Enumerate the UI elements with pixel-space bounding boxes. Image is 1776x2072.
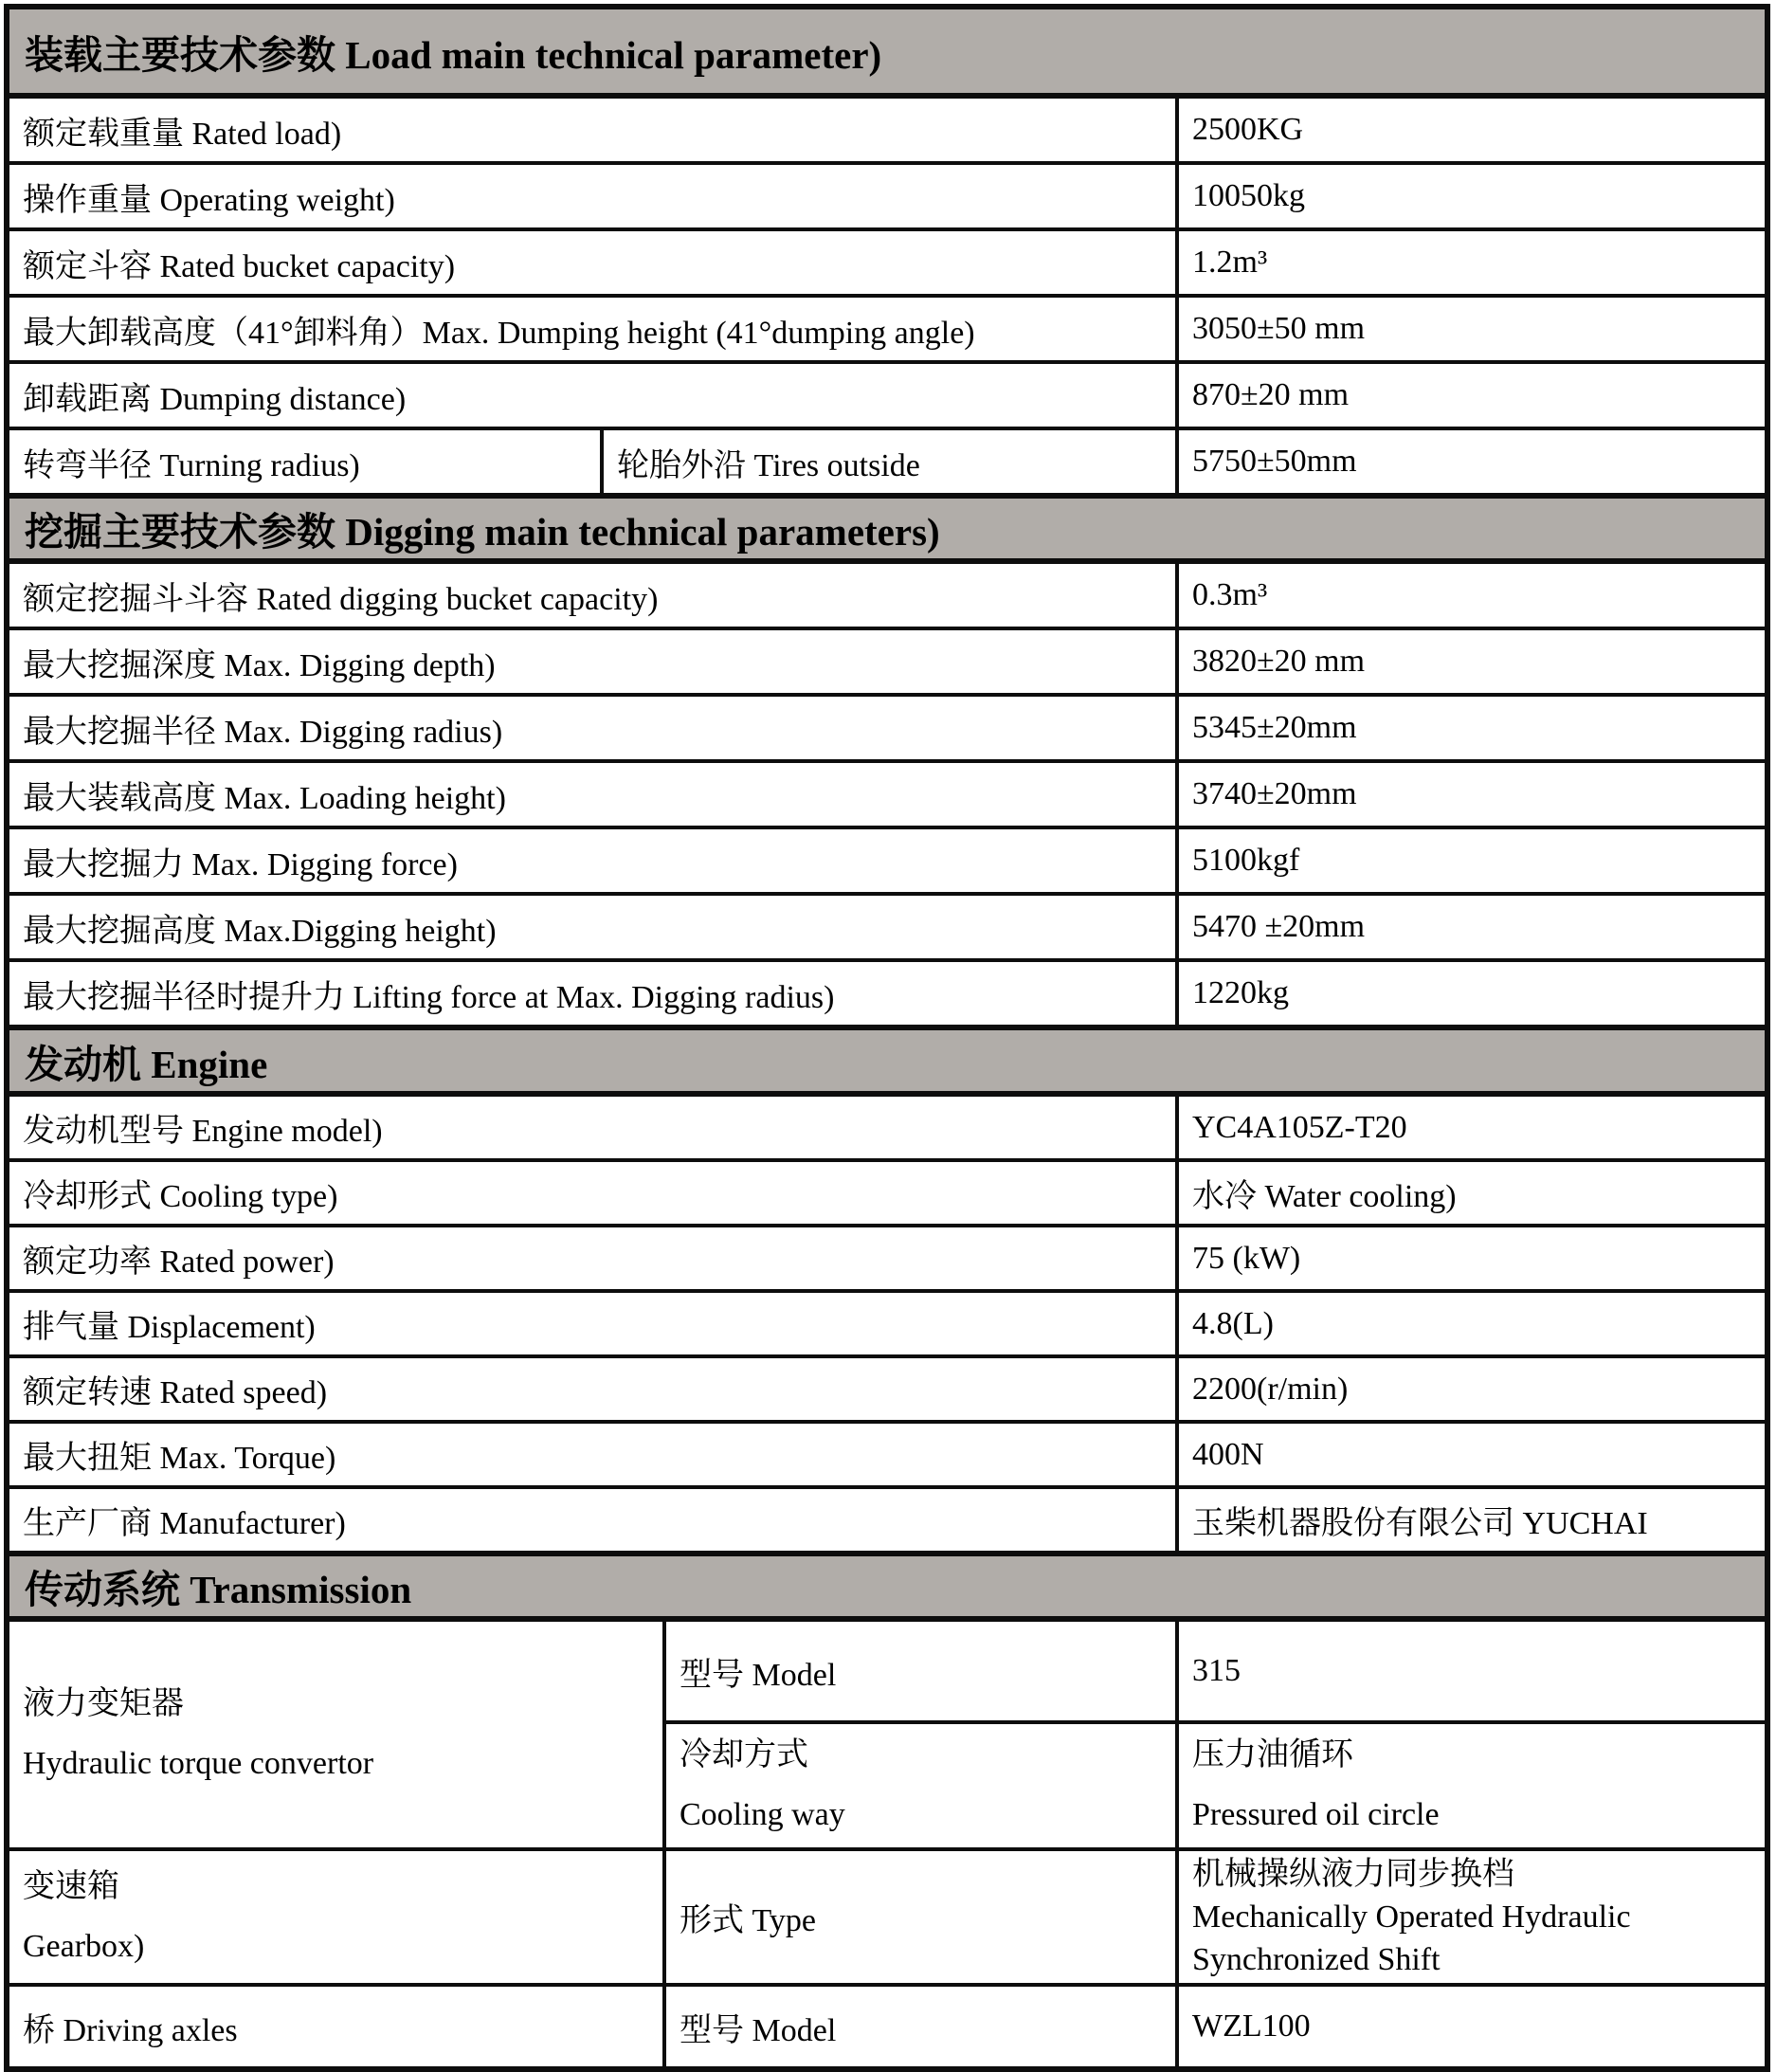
row-max-digging-height bbox=[7, 894, 1767, 960]
spec-value: 870±20 mm bbox=[1177, 362, 1767, 428]
spec-value: 2200(r/min) bbox=[1177, 1356, 1767, 1422]
spec-label: 最大挖掘半径时提升力 Lifting force at Max. Digging radius) bbox=[7, 960, 1177, 1027]
spec-label: 最大卸载高度（41°卸料角）Max. Dumping height (41°dumping angle) bbox=[7, 296, 1177, 362]
row-rated-load bbox=[7, 96, 1767, 163]
spec-label: 最大挖掘高度 Max.Digging height) bbox=[7, 894, 1177, 960]
row-engine-model bbox=[7, 1094, 1767, 1160]
spec-label: 额定斗容 Rated bucket capacity) bbox=[7, 229, 1177, 296]
spec-label: 操作重量 Operating weight) bbox=[7, 163, 1177, 229]
spec-label: 最大扭矩 Max. Torque) bbox=[7, 1422, 1177, 1487]
spec-value: 1220kg bbox=[1177, 960, 1767, 1027]
section-title-digging: 挖掘主要技术参数 Digging main technical parameters) bbox=[7, 496, 1767, 561]
spec-value: 1.2m³ bbox=[1177, 229, 1767, 296]
row-manufacturer bbox=[7, 1487, 1767, 1554]
spec-value: 5345±20mm bbox=[1177, 695, 1767, 761]
spec-value: 玉柴机器股份有限公司 YUCHAI bbox=[1177, 1487, 1767, 1554]
spec-value: YC4A105Z-T20 bbox=[1177, 1094, 1767, 1160]
row-cooling-type bbox=[7, 1160, 1767, 1226]
section-header-digging bbox=[7, 496, 1767, 561]
row-operating-weight bbox=[7, 163, 1767, 229]
row-dumping-distance bbox=[7, 362, 1767, 428]
spec-value: 400N bbox=[1177, 1422, 1767, 1487]
spec-label: 额定功率 Rated power) bbox=[7, 1226, 1177, 1291]
spec-value bbox=[1177, 1849, 1767, 1986]
row-max-torque bbox=[7, 1422, 1767, 1487]
section-title-engine: 发动机 Engine bbox=[7, 1027, 1767, 1094]
spec-label: 额定载重量 Rated load) bbox=[7, 96, 1177, 163]
spec-label: 最大挖掘半径 Max. Digging radius) bbox=[7, 695, 1177, 761]
spec-value: 5750±50mm bbox=[1177, 428, 1767, 496]
spec-value: 5100kgf bbox=[1177, 827, 1767, 894]
spec-value: 5470 ±20mm bbox=[1177, 894, 1767, 960]
row-lifting-force bbox=[7, 960, 1767, 1027]
spec-sublabel-model: 型号 Model bbox=[664, 1985, 1177, 2069]
spec-label-zh: 变速箱 bbox=[23, 1868, 119, 1904]
spec-value-zh: 压力油循环 bbox=[1192, 1737, 1353, 1772]
spec-label: 转弯半径 Turning radius) bbox=[7, 428, 602, 496]
spec-label: 冷却形式 Cooling type) bbox=[7, 1160, 1177, 1226]
spec-label-torque-converter bbox=[7, 1619, 664, 1849]
spec-value: 10050kg bbox=[1177, 163, 1767, 229]
row-gearbox-type bbox=[7, 1849, 1767, 1986]
spec-value-zh: 机械操纵液力同步换档 bbox=[1192, 1856, 1514, 1892]
section-title-load: 装载主要技术参数 Load main technical parameter) bbox=[7, 7, 1767, 96]
row-max-loading-height bbox=[7, 761, 1767, 827]
spec-sublabel-tires-outside: 轮胎外沿 Tires outside bbox=[602, 428, 1177, 496]
spec-sublabel-model: 型号 Model bbox=[664, 1619, 1177, 1722]
spec-value-en: Pressured oil circle bbox=[1192, 1796, 1440, 1832]
section-header-transmission bbox=[7, 1554, 1767, 1619]
row-turning-radius bbox=[7, 428, 1767, 496]
row-rated-power bbox=[7, 1226, 1767, 1291]
spec-label: 排气量 Displacement) bbox=[7, 1291, 1177, 1356]
spec-label: 生产厂商 Manufacturer) bbox=[7, 1487, 1177, 1554]
spec-sublabel-type: 形式 Type bbox=[664, 1849, 1177, 1986]
row-max-dumping-height bbox=[7, 296, 1767, 362]
spec-value: 4.8(L) bbox=[1177, 1291, 1767, 1356]
section-header-load bbox=[7, 7, 1767, 96]
spec-value: 水冷 Water cooling) bbox=[1177, 1160, 1767, 1226]
spec-label-en: Gearbox) bbox=[23, 1928, 145, 1964]
spec-value: 0.3m³ bbox=[1177, 561, 1767, 628]
spec-value-en: Synchronized Shift bbox=[1192, 1942, 1441, 1978]
spec-value: 3740±20mm bbox=[1177, 761, 1767, 827]
spec-label-axles: 桥 Driving axles bbox=[7, 1985, 664, 2069]
spec-value: 2500KG bbox=[1177, 96, 1767, 163]
spec-label: 发动机型号 Engine model) bbox=[7, 1094, 1177, 1160]
spec-label: 最大挖掘力 Max. Digging force) bbox=[7, 827, 1177, 894]
spec-label-gearbox bbox=[7, 1849, 664, 1986]
spec-value: 75 (kW) bbox=[1177, 1226, 1767, 1291]
row-max-digging-radius bbox=[7, 695, 1767, 761]
spec-sublabel-cooling-way bbox=[664, 1722, 1177, 1849]
spec-value: 3050±50 mm bbox=[1177, 296, 1767, 362]
spec-sublabel-en: Cooling way bbox=[680, 1796, 845, 1832]
spec-value bbox=[1177, 1722, 1767, 1849]
section-header-engine bbox=[7, 1027, 1767, 1094]
row-torque-converter-model bbox=[7, 1619, 1767, 1722]
spec-value: WZL100 bbox=[1177, 1985, 1767, 2069]
spec-label: 最大挖掘深度 Max. Digging depth) bbox=[7, 628, 1177, 695]
row-rated-bucket-capacity bbox=[7, 229, 1767, 296]
row-rated-digging-bucket bbox=[7, 561, 1767, 628]
spec-label: 最大装载高度 Max. Loading height) bbox=[7, 761, 1177, 827]
spec-value: 315 bbox=[1177, 1619, 1767, 1722]
row-rated-speed bbox=[7, 1356, 1767, 1422]
spec-label: 额定挖掘斗斗容 Rated digging bucket capacity) bbox=[7, 561, 1177, 628]
row-driving-axles-model bbox=[7, 1985, 1767, 2069]
spec-label-zh: 液力变矩器 bbox=[23, 1686, 184, 1721]
spec-sublabel-zh: 冷却方式 bbox=[680, 1737, 808, 1772]
spec-value: 3820±20 mm bbox=[1177, 628, 1767, 695]
spec-label: 卸载距离 Dumping distance) bbox=[7, 362, 1177, 428]
row-max-digging-force bbox=[7, 827, 1767, 894]
section-title-transmission: 传动系统 Transmission bbox=[7, 1554, 1767, 1619]
spec-label: 额定转速 Rated speed) bbox=[7, 1356, 1177, 1422]
spec-label-en: Hydraulic torque convertor bbox=[23, 1745, 374, 1781]
row-max-digging-depth bbox=[7, 628, 1767, 695]
spec-value-en: Mechanically Operated Hydraulic bbox=[1192, 1899, 1631, 1935]
row-displacement bbox=[7, 1291, 1767, 1356]
spec-table bbox=[4, 4, 1770, 2072]
